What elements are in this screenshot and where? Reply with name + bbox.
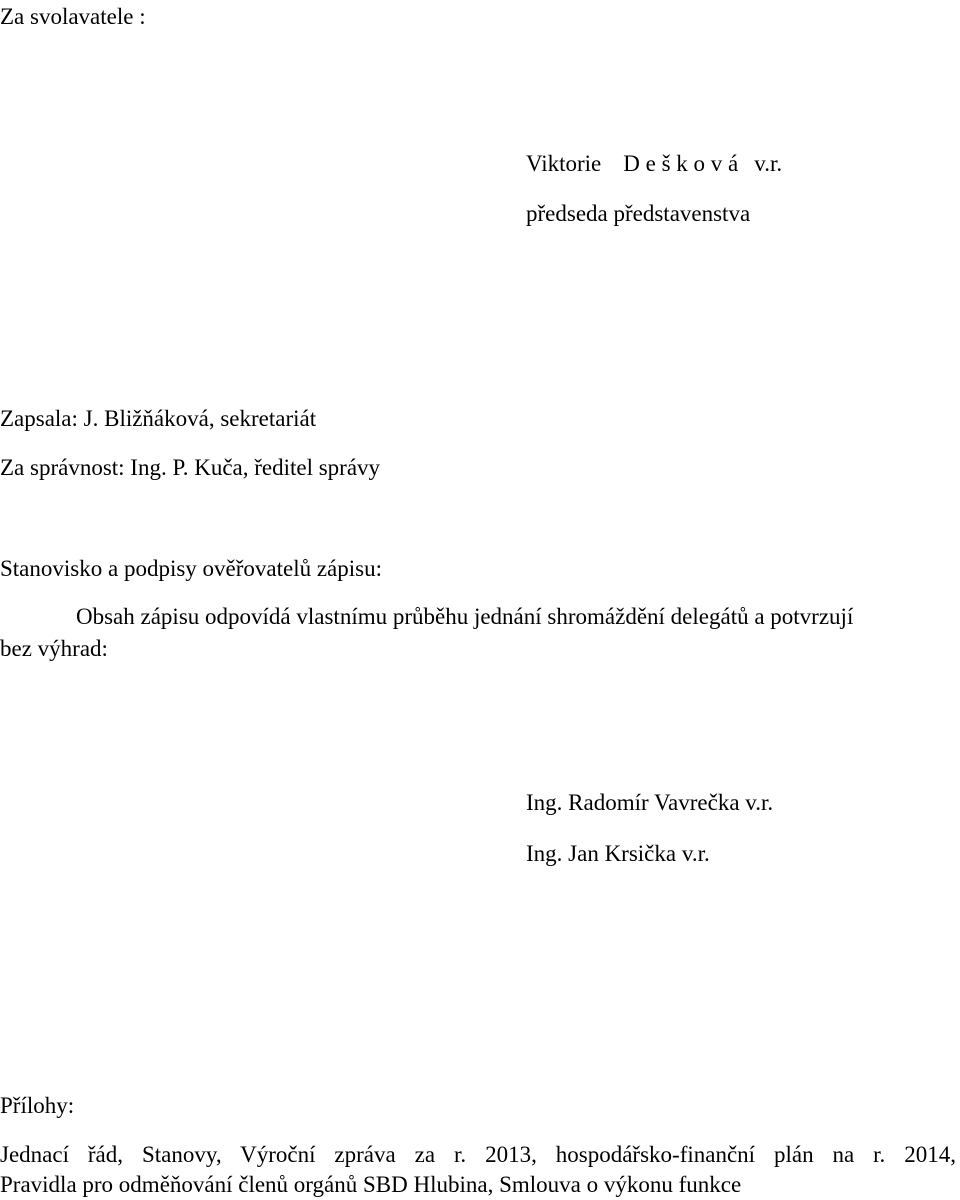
recorded-by: Zapsala: J. Bližňáková, sekretariát bbox=[0, 406, 317, 431]
verifiers-statement-line2: bez výhrad: bbox=[0, 636, 108, 661]
signatory-role: předseda představenstva bbox=[526, 201, 751, 226]
signatory-vr: v.r. bbox=[754, 151, 783, 176]
verifier-name: Ing. Jan Krsička v.r. bbox=[526, 841, 710, 866]
signatory-first-name: Viktorie bbox=[526, 151, 602, 176]
attachments-line2: Pravidla pro odměňování členů orgánů SBD Hlubina, Smlouva o výkonu funkce bbox=[0, 1172, 742, 1197]
verifiers-statement-line1: Obsah zápisu odpovídá vlastnímu průběhu jednání shromáždění delegátů a potvrzují bbox=[76, 604, 854, 629]
convener-heading: Za svolavatele : bbox=[0, 4, 146, 29]
verified-by: Za správnost: Ing. P. Kuča, ředitel správy bbox=[0, 455, 381, 480]
attachments-heading: Přílohy: bbox=[0, 1093, 75, 1118]
signatory-surname: D e š k o v á bbox=[623, 151, 739, 176]
attachments-line1: Jednací řád, Stanovy, Výroční zpráva za r. 2013, hospodářsko-finanční plán na r. 2014, bbox=[0, 1142, 956, 1167]
signatory-line bbox=[526, 152, 782, 175]
verifier-name: Ing. Radomír Vavrečka v.r. bbox=[526, 790, 774, 815]
verifiers-heading: Stanovisko a podpisy ověřovatelů zápisu: bbox=[0, 556, 382, 581]
